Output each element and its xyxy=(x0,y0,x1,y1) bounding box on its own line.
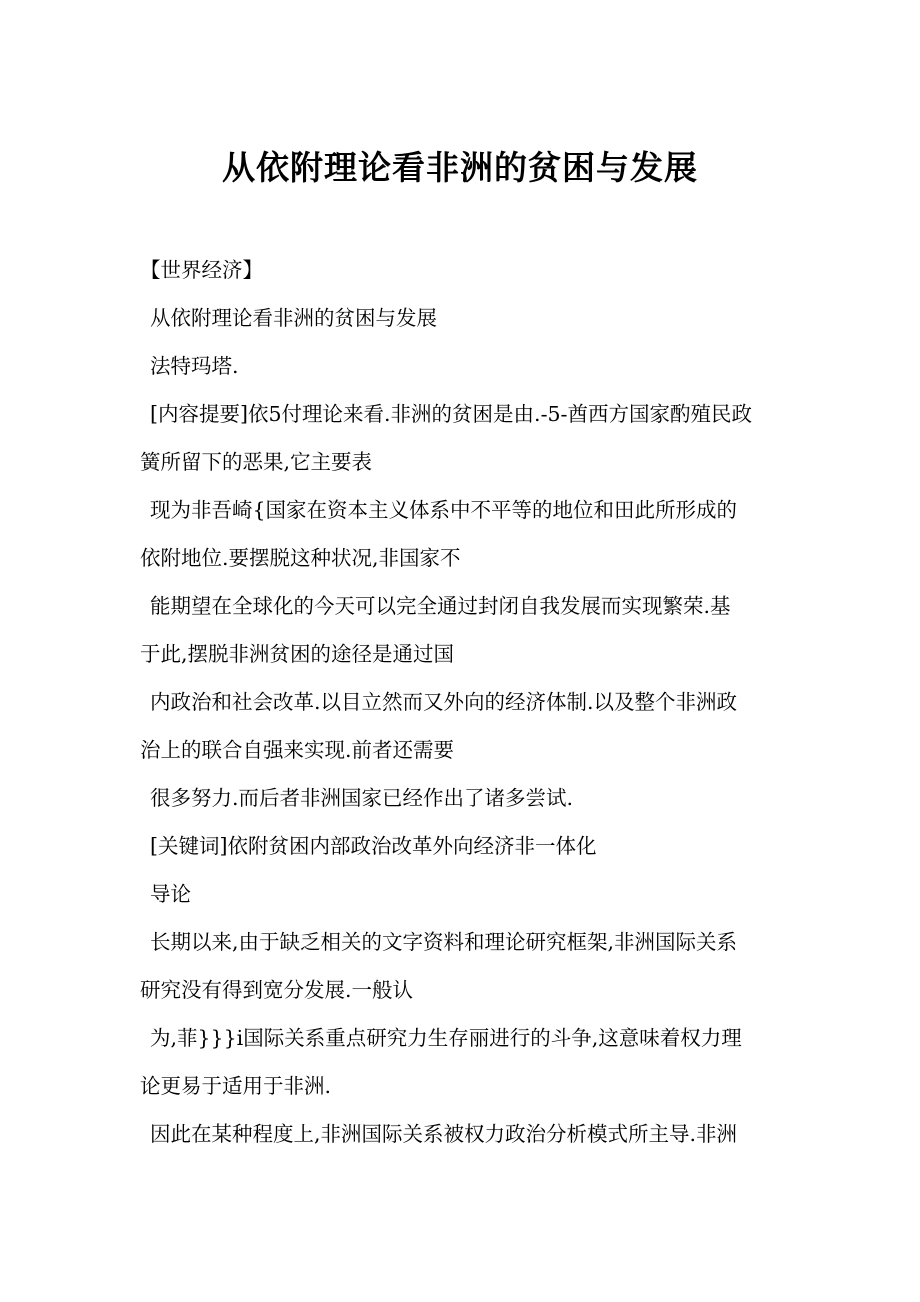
paragraph-line: 研究没有得到宽分发展.一般认 xyxy=(140,978,414,1002)
section-heading: 导论 xyxy=(150,882,191,906)
paragraph-line: 论更易于适用于非洲. xyxy=(140,1074,332,1098)
section-tag: 【世界经济】 xyxy=(140,258,263,282)
abstract-line: 能期望在全球化的今天可以完全通过封闭自我发展而实现繁荣.基 xyxy=(150,594,731,618)
abstract-line: [内容提要]依5付理论来看.非洲的贫困是由.-5-酋西方国家酌殖民政 xyxy=(150,402,752,426)
abstract-line: 很多努力.而后者非洲国家已经作出了诸多尝试. xyxy=(150,786,574,810)
abstract-line: 于此,摆脱非洲贫困的途径是通过国 xyxy=(140,642,455,666)
abstract-line: 依附地位.要摆脱这种状况,非国家不 xyxy=(140,546,461,570)
abstract-line: 治上的联合自强来实现.前者还需要 xyxy=(140,738,455,762)
article-title-line: 从依附理论看非洲的贫困与发展 xyxy=(150,306,437,330)
paragraph-line: 长期以来,由于缺乏相关的文字资料和理论研究框架,非洲国际关系 xyxy=(150,930,738,954)
document-title: 从依附理论看非洲的贫困与发展 xyxy=(222,148,698,187)
paragraph-line: 为,菲}}}i国际关系重点研究力生存丽进行的斗争,这意味着权力理 xyxy=(150,1026,742,1050)
keywords-line: [关键词]依附贫困内部政治改革外向经济非一体化 xyxy=(150,834,597,858)
author-line: 法特玛塔. xyxy=(150,354,239,378)
abstract-line: 簧所留下的恶果,它主要表 xyxy=(140,450,373,474)
document-body xyxy=(140,246,784,1158)
paragraph-line: 因此在某种程度上,非洲国际关系被权力政治分析模式所主导.非洲 xyxy=(150,1122,738,1146)
abstract-line: 内政治和社会改革.以目立然而又外向的经济体制.以及整个非洲政 xyxy=(150,690,738,714)
abstract-line: 现为非吾崎{国家在资本主义体系中不平等的地位和田此所形成的 xyxy=(150,498,738,522)
